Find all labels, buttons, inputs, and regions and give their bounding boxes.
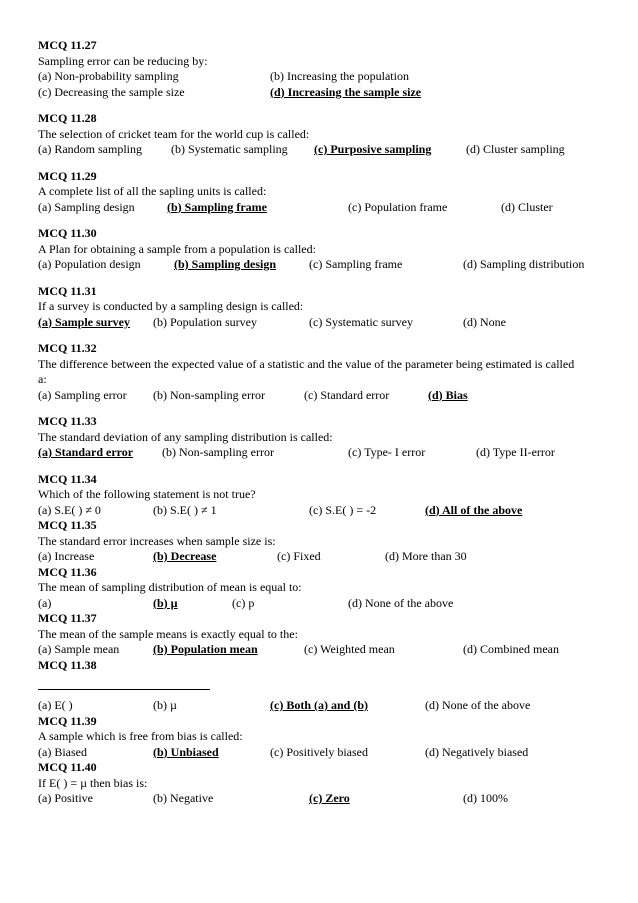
question-stem: The standard deviation of any sampling distribution is called:	[38, 429, 333, 444]
question-stem: The selection of cricket team for the world cup is called:	[38, 126, 310, 141]
options-row	[38, 642, 618, 658]
question-11-36	[38, 565, 618, 612]
question-11-32	[38, 341, 618, 403]
option-b: (b) S.E( ) ≠ 1	[153, 502, 217, 517]
option-a: (a) Increase	[38, 549, 95, 563]
option-b: (b) Non-sampling error	[162, 445, 274, 459]
question-title: MCQ 11.29	[38, 168, 97, 183]
options-row	[38, 315, 618, 331]
options-row	[38, 503, 618, 519]
question-stem: The standard error increases when sample size is:	[38, 533, 276, 548]
option-d: (d) Cluster	[501, 199, 553, 214]
option-c: (c) S.E( ) = -2	[309, 502, 377, 517]
option-d: (d) Type II-error	[476, 445, 555, 459]
option-d-answer: (d) All of the above	[425, 502, 523, 517]
option-d: (d) None of the above	[425, 698, 531, 712]
option-b-answer: (b) Unbiased	[153, 744, 219, 759]
question-stem: The difference between the expected value of a statistic and the value of the parameter being estimated is called a:	[38, 356, 575, 386]
options-row	[38, 257, 618, 273]
question-title: MCQ 11.40	[38, 760, 97, 774]
options-row	[38, 791, 618, 807]
option-c: (c) Population frame	[348, 199, 448, 214]
option-b: (b) µ	[153, 698, 177, 712]
option-d: (d) Negatively biased	[425, 744, 529, 759]
option-a: (a) Biased	[38, 744, 87, 759]
question-11-40	[38, 760, 618, 807]
question-title: MCQ 11.33	[38, 414, 97, 428]
question-11-37	[38, 611, 618, 658]
question-title: MCQ 11.34	[38, 471, 97, 486]
question-11-33	[38, 414, 618, 461]
option-d: (d) Combined mean	[463, 642, 559, 656]
option-c: (c) Standard error	[304, 387, 390, 402]
question-stem: If E( ) = µ then bias is:	[38, 775, 148, 790]
options-row	[38, 445, 618, 461]
option-b-answer: (b) Sampling design	[174, 257, 277, 271]
question-stem: A sample which is free from bias is called:	[38, 729, 243, 743]
question-stem: The mean of the sample means is exactly equal to the:	[38, 626, 298, 641]
option-a: (a)	[38, 595, 52, 610]
option-d-answer: (d) Increasing the sample size	[270, 84, 422, 99]
question-11-31	[38, 284, 618, 331]
question-title: MCQ 11.30	[38, 226, 97, 240]
question-11-27	[38, 38, 618, 100]
option-c: (c) Type- I error	[348, 445, 426, 459]
options-row	[38, 200, 618, 216]
question-stem: Which of the following statement is not true?	[38, 487, 256, 501]
option-b-answer: (b) Sampling frame	[167, 199, 267, 214]
question-11-28	[38, 111, 618, 158]
options-row	[38, 745, 618, 761]
question-title: MCQ 11.35	[38, 518, 97, 532]
question-stem: A Plan for obtaining a sample from a population is called:	[38, 241, 316, 256]
question-title: MCQ 11.39	[38, 713, 97, 728]
option-c-answer: (c) Both (a) and (b)	[270, 698, 368, 712]
option-b-answer: (b) µ	[153, 595, 178, 610]
question-title: MCQ 11.28	[38, 111, 97, 125]
question-11-35	[38, 518, 618, 565]
question-title: MCQ 11.27	[38, 38, 97, 52]
option-a-answer: (a) Sample survey	[38, 314, 130, 329]
option-a: (a) Population design	[38, 257, 141, 271]
question-stem: The mean of sampling distribution of mean is equal to:	[38, 580, 302, 594]
question-11-29	[38, 169, 618, 216]
option-c-answer: (c) Zero	[309, 791, 350, 805]
question-title: MCQ 11.31	[38, 283, 97, 298]
option-a: (a) Non-probability sampling	[38, 69, 179, 83]
option-a: (a) Sample mean	[38, 642, 120, 656]
options-row	[38, 549, 618, 565]
option-c: (c) Positively biased	[270, 744, 368, 759]
question-stem: If a survey is conducted by a sampling design is called:	[38, 299, 304, 313]
option-b: (b) Population survey	[153, 314, 257, 329]
options-row	[38, 698, 618, 714]
question-title: MCQ 11.38	[38, 657, 97, 672]
option-b: (b) Increasing the population	[270, 69, 409, 83]
question-stem: Sampling error can be reducing by:	[38, 53, 208, 68]
option-a-answer: (a) Standard error	[38, 445, 134, 459]
options-row	[38, 69, 618, 85]
option-c: (c) Sampling frame	[309, 257, 403, 271]
option-a: (a) S.E( ) ≠ 0	[38, 502, 101, 517]
option-c: (c) Decreasing the sample size	[38, 84, 185, 99]
option-d: (d) None	[463, 314, 506, 329]
question-11-30	[38, 226, 618, 273]
mcq-page	[38, 38, 618, 807]
option-a: (a) Sampling design	[38, 199, 135, 214]
question-11-39	[38, 714, 618, 761]
option-c: (c) p	[232, 595, 255, 610]
option-d-answer: (d) Bias	[428, 387, 468, 402]
option-b-answer: (b) Decrease	[153, 549, 217, 563]
option-d: (d) Cluster sampling	[466, 142, 565, 156]
question-11-34	[38, 472, 618, 519]
question-title: MCQ 11.32	[38, 341, 97, 355]
question-stem: A complete list of all the sapling units is called:	[38, 184, 267, 198]
options-row	[38, 388, 618, 404]
option-a: (a) Random sampling	[38, 142, 142, 156]
option-d: (d) 100%	[463, 791, 508, 805]
option-c: (c) Weighted mean	[304, 642, 395, 656]
option-a: (a) Sampling error	[38, 387, 127, 402]
option-a: (a) Positive	[38, 791, 93, 805]
option-c-answer: (c) Purposive sampling	[314, 142, 432, 156]
options-row	[38, 596, 618, 612]
option-c: (c) Fixed	[277, 549, 321, 563]
question-11-38	[38, 658, 618, 714]
option-d: (d) None of the above	[348, 595, 454, 610]
option-b: (b) Non-sampling error	[153, 387, 265, 402]
option-b: (b) Systematic sampling	[171, 142, 288, 156]
question-title: MCQ 11.36	[38, 564, 97, 579]
options-row	[38, 85, 618, 101]
option-d: (d) Sampling distribution	[463, 257, 585, 271]
option-a: (a) E( )	[38, 698, 73, 712]
question-title: MCQ 11.37	[38, 611, 97, 625]
option-d: (d) More than 30	[385, 549, 467, 563]
option-c: (c) Systematic survey	[309, 314, 413, 329]
option-b: (b) Negative	[153, 791, 214, 805]
blank-line	[38, 673, 210, 690]
option-b-answer: (b) Population mean	[153, 642, 258, 656]
options-row	[38, 142, 618, 158]
